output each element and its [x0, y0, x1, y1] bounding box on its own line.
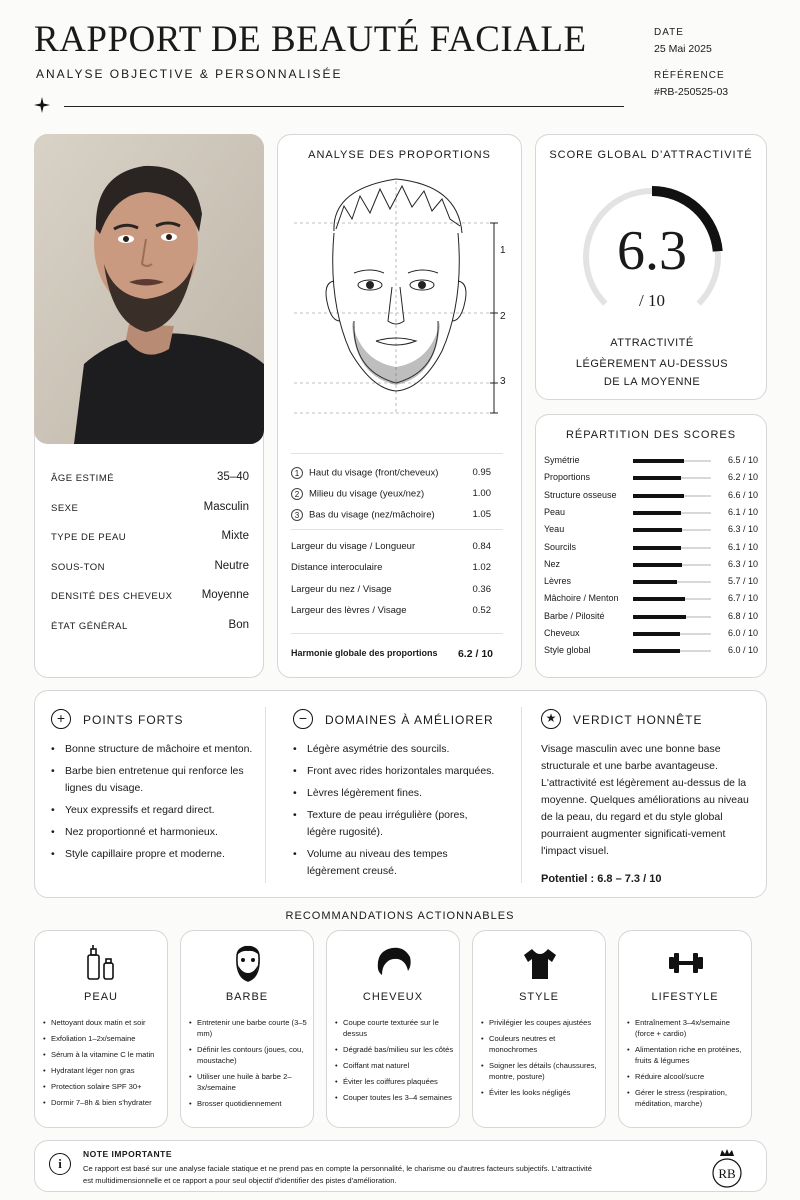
- score-bar-fill: [633, 580, 677, 584]
- thirds-label: [291, 467, 438, 479]
- score-card: [535, 134, 767, 400]
- score-label: ATTRACTIVITÉ: [610, 337, 694, 349]
- ratio-value: 0.36: [472, 583, 491, 595]
- recommendation-item: • Nettoyant doux matin et soir: [43, 1017, 165, 1028]
- profile-label: SEXE: [51, 502, 79, 514]
- recommendation-card-barbe: [180, 930, 314, 1128]
- profile-label: DENSITÉ DES CHEVEUX: [51, 591, 173, 602]
- recommendation-item: • Exfoliation 1–2x/semaine: [43, 1033, 165, 1044]
- important-note: [34, 1140, 767, 1192]
- score-row: [544, 628, 758, 640]
- thirds-value: 1.00: [472, 488, 491, 499]
- third-marker-2: 2: [500, 311, 506, 322]
- score-row-value: 6.6 / 10: [727, 489, 758, 500]
- recommendation-item: • Éviter les looks négligés: [481, 1087, 603, 1098]
- score-row: [544, 593, 758, 605]
- proportions-title: ANALYSE DES PROPORTIONS: [308, 149, 491, 161]
- score-row-label: Symétrie: [544, 455, 580, 465]
- thirds-label: [291, 488, 424, 500]
- score-bar-fill: [633, 597, 685, 601]
- plus-icon: +: [51, 709, 71, 729]
- column-divider: [521, 707, 522, 883]
- overall-harmony-label: Harmonie globale des proportions: [291, 648, 438, 658]
- recommendation-item: • Gérer le stress (respiration, méditation, marche): [627, 1087, 749, 1109]
- score-row: [544, 507, 758, 519]
- recommendation-item: • Coiffant mat naturel: [335, 1060, 457, 1071]
- ratio-label: Largeur des lèvres / Visage: [291, 604, 407, 616]
- score-bar-fill: [633, 615, 686, 619]
- recommendation-list: [627, 1017, 749, 1114]
- ratio-label: Largeur du nez / Visage: [291, 583, 392, 595]
- recommendation-title: STYLE: [519, 991, 559, 1003]
- thirds-text: Haut du visage (front/cheveux): [309, 467, 439, 479]
- score-row: [544, 490, 758, 502]
- score-row-label: Peau: [544, 506, 566, 517]
- score-row-label: Cheveux: [544, 628, 580, 638]
- score-row: [544, 559, 758, 571]
- recommendation-item: • Entretenir une barbe courte (3–5 mm): [189, 1017, 311, 1039]
- score-row-label: Sourcils: [544, 541, 577, 552]
- verdict-potential: Potentiel : 6.8 – 7.3 / 10: [541, 873, 662, 885]
- thirds-label: [291, 509, 435, 521]
- score-row-value: 6.1 / 10: [727, 541, 758, 552]
- score-bar-track: [633, 581, 711, 583]
- score-row-value: 6.2 / 10: [727, 472, 758, 483]
- score-row-label: Style global: [544, 645, 591, 656]
- recommendation-list: [189, 1017, 311, 1114]
- recommendation-item: • Dormir 7–8h & bien s'hydrater: [43, 1097, 165, 1108]
- score-bar-track: [633, 529, 711, 531]
- ratio-label: Largeur du visage / Longueur: [291, 541, 416, 552]
- profile-value: 35–40: [217, 471, 249, 483]
- profile-photo: [34, 134, 264, 444]
- recommendation-list: [335, 1017, 457, 1108]
- score-bar-track: [633, 598, 711, 600]
- recommendation-title: BARBE: [225, 991, 269, 1003]
- score-row-label: Proportions: [544, 472, 591, 483]
- recommendation-item: • Définir les contours (joues, cou, moustache): [189, 1044, 311, 1066]
- thirds-text: Bas du visage (nez/mâchoire): [309, 509, 435, 521]
- score-row-label: Nez: [544, 558, 561, 569]
- score-row-label: Yeau: [544, 524, 565, 535]
- score-bar-fill: [633, 546, 681, 550]
- sparkle-icon: [34, 97, 50, 113]
- skincare-bottles-icon: [82, 943, 122, 983]
- recommendation-title: CHEVEUX: [362, 991, 424, 1003]
- recommendation-item: • Dégradé bas/milieu sur les côtés: [335, 1044, 457, 1055]
- recommendation-item: • Alimentation riche en protéines, fruits & légumes: [627, 1044, 749, 1066]
- recommendation-item: • Soigner les détails (chaussures, montre, posture): [481, 1060, 603, 1082]
- recommendation-item: • Couper toutes les 3–4 semaines: [335, 1092, 457, 1103]
- score-title: SCORE GLOBAL D'ATTRACTIVITÉ: [549, 149, 753, 161]
- thirds-value: 0.95: [472, 467, 491, 478]
- score-bar-track: [633, 512, 711, 514]
- score-bar-fill: [633, 459, 684, 463]
- score-out-of: / 10: [639, 291, 665, 310]
- score-row-value: 6.8 / 10: [727, 610, 758, 621]
- score-row-value: 6.0 / 10: [727, 628, 758, 638]
- list-item: • Nez proportionné et harmonieux.: [51, 824, 256, 841]
- report-title: RAPPORT DE BEAUTÉ FACIALE: [34, 19, 587, 60]
- score-row: [544, 542, 758, 554]
- date-value: 25 Mai 2025: [654, 43, 712, 55]
- score-bar-fill: [633, 649, 680, 653]
- list-item: • Front avec rides horizontales marquées.: [293, 763, 498, 780]
- proportions-divider: [291, 453, 503, 454]
- recommendations-title: RECOMMANDATIONS ACTIONNABLES: [285, 910, 515, 922]
- improve-list: [293, 741, 498, 885]
- report-subtitle: ANALYSE OBJECTIVE & PERSONNALISÉE: [36, 67, 343, 81]
- recommendation-list: [481, 1017, 603, 1103]
- note-text: Ce rapport est basé sur une analyse faciale statique et ne prend pas en compte la personnalité, le charisme ou d'autres facteurs subjectifs. L'attractivité est multidimensionnelle et ce rapport a pour seul objectif d'identifier des pistes d'amélioration.: [83, 1164, 593, 1185]
- recommendation-list: [43, 1017, 165, 1113]
- date-label: DATE: [654, 27, 684, 38]
- recommendation-card-lifestyle: [618, 930, 752, 1128]
- strengths-title: POINTS FORTS: [83, 713, 184, 727]
- score-bar-fill: [633, 563, 682, 567]
- list-item: • Texture de peau irrégulière (pores, légère rugosité).: [293, 807, 498, 841]
- score-bar-track: [633, 564, 711, 566]
- bearded-face-icon: [228, 943, 268, 983]
- profile-value: Moyenne: [201, 589, 249, 601]
- reference-label: RÉFÉRENCE: [654, 70, 725, 81]
- score-row-value: 6.7 / 10: [727, 593, 758, 604]
- recommendation-item: • Entraînement 3–4x/semaine (force + cardio): [627, 1017, 749, 1039]
- score-row-label: Mâchoire / Menton: [544, 593, 619, 604]
- reference-value: #RB-250525-03: [654, 86, 729, 98]
- recommendation-title: LIFESTYLE: [651, 991, 719, 1003]
- list-item: • Style capillaire propre et moderne.: [51, 846, 256, 863]
- profile-label: ÂGE ESTIMÉ: [51, 473, 115, 484]
- improve-title: DOMAINES À AMÉLIORER: [325, 713, 494, 727]
- hair-icon: [374, 943, 414, 983]
- rb-logo: [707, 1147, 747, 1189]
- score-row-value: 6.1 / 10: [727, 506, 758, 517]
- score-row-value: 6.3 / 10: [727, 524, 758, 535]
- score-bar-track: [633, 547, 711, 549]
- recommendation-item: • Brosser quotidiennement: [189, 1098, 311, 1109]
- recommendation-item: • Couleurs neutres et monochromes: [481, 1033, 603, 1055]
- thirds-number: 2: [291, 488, 303, 500]
- profile-label: SOUS-TON: [51, 561, 105, 573]
- column-divider: [265, 707, 266, 883]
- thirds-number: 1: [291, 467, 303, 479]
- profile-value: Mixte: [221, 530, 249, 542]
- minus-icon: −: [293, 709, 313, 729]
- ratio-value: 0.52: [472, 604, 491, 616]
- overall-harmony-value: 6.2 / 10: [457, 648, 493, 660]
- list-item: • Bonne structure de mâchoire et menton.: [51, 741, 256, 758]
- thirds-text: Milieu du visage (yeux/nez): [309, 488, 425, 500]
- score-desc-1: LÉGÈREMENT AU-DESSUS: [575, 358, 729, 370]
- logo-text: RB: [718, 1166, 736, 1181]
- proportions-divider: [291, 529, 503, 530]
- score-row: [544, 472, 758, 484]
- score-row-value: 6.0 / 10: [727, 645, 758, 656]
- score-bar-fill: [633, 528, 682, 532]
- dumbbell-icon: [666, 943, 706, 983]
- profile-value: Bon: [228, 618, 249, 631]
- profile-value: Neutre: [214, 559, 249, 572]
- score-row-label: Lèvres: [544, 576, 572, 587]
- proportions-card: [277, 134, 522, 678]
- ratio-value: 1.02: [472, 562, 491, 574]
- proportions-divider: [291, 633, 503, 634]
- score-value: 6.3: [617, 220, 687, 282]
- recommendation-item: • Privilégier les coupes ajustées: [481, 1017, 603, 1028]
- score-bar-track: [633, 650, 711, 652]
- recommendation-title: PEAU: [84, 991, 118, 1003]
- recommendation-item: • Protection solaire SPF 30+: [43, 1081, 165, 1092]
- info-icon: i: [49, 1153, 71, 1175]
- score-row-value: 6.3 / 10: [727, 558, 758, 569]
- star-icon: ★: [541, 709, 561, 729]
- score-bar-track: [633, 477, 711, 479]
- list-item: • Yeux expressifs et regard direct.: [51, 802, 256, 819]
- tshirt-icon: [520, 943, 560, 983]
- recommendation-item: • Hydratant léger non gras: [43, 1065, 165, 1076]
- distribution-title: RÉPARTITION DES SCORES: [565, 429, 737, 441]
- list-item: • Volume au niveau des tempes légèrement creusé.: [293, 846, 498, 880]
- third-marker-3: 3: [500, 376, 506, 387]
- recommendation-item: • Coupe courte texturée sur le dessus: [335, 1017, 457, 1039]
- score-row: [544, 611, 758, 623]
- score-row-label: Structure osseuse: [544, 489, 617, 500]
- recommendation-item: • Utiliser une huile à barbe 2–3x/semaine: [189, 1071, 311, 1093]
- note-title: NOTE IMPORTANTE: [83, 1149, 173, 1159]
- thirds-value: 1.05: [472, 509, 491, 520]
- recommendation-card-cheveux: [326, 930, 460, 1128]
- thirds-number: 3: [291, 509, 303, 521]
- score-bar-fill: [633, 476, 681, 480]
- header-divider: [64, 106, 624, 107]
- profile-value: Masculin: [203, 500, 249, 513]
- list-item: • Lèvres légèrement fines.: [293, 785, 498, 802]
- list-item: • Barbe bien entretenue qui renforce les lignes du visage.: [51, 763, 256, 797]
- score-distribution-card: [535, 414, 767, 678]
- score-row: [544, 576, 758, 588]
- recommendation-card-style: [472, 930, 606, 1128]
- verdict-title: VERDICT HONNÊTE: [573, 713, 703, 727]
- third-marker-1: 1: [500, 245, 506, 256]
- recommendation-card-peau: [34, 930, 168, 1128]
- strengths-list: [51, 741, 256, 868]
- score-bar-track: [633, 460, 711, 462]
- score-row: [544, 645, 758, 657]
- profile-label: TYPE DE PEAU: [51, 532, 127, 543]
- score-bar-fill: [633, 494, 684, 498]
- ratio-value: 0.84: [472, 541, 491, 552]
- ratio-label: Distance interoculaire: [291, 562, 383, 574]
- verdict-text: Visage masculin avec une bonne base structurale et une barbe avantageuse. L'attractivité est légèrement au-dessus de la moyenne. Quelques améliorations au niveau de la peau, du regard et du style global pourraient augmenter significati-vement l'impact visuel.: [541, 743, 749, 857]
- score-row: [544, 524, 758, 536]
- score-row-value: 5.7 / 10: [727, 576, 758, 587]
- analysis-summary-card: [34, 690, 767, 898]
- score-bar-fill: [633, 632, 680, 636]
- score-row-label: Barbe / Pilosité: [544, 610, 605, 621]
- score-row: [544, 455, 758, 467]
- face-sketch: [292, 171, 512, 421]
- score-desc-2: DE LA MOYENNE: [603, 376, 701, 388]
- recommendation-item: • Éviter les coiffures plaquées: [335, 1076, 457, 1087]
- recommendation-item: • Sérum à la vitamine C le matin: [43, 1049, 165, 1060]
- list-item: • Légère asymétrie des sourcils.: [293, 741, 498, 758]
- score-row-value: 6.5 / 10: [727, 455, 758, 465]
- recommendation-item: • Réduire alcool/sucre: [627, 1071, 749, 1082]
- score-bar-track: [633, 616, 711, 618]
- score-bar-fill: [633, 511, 681, 515]
- profile-label: ÉTAT GÉNÉRAL: [51, 620, 128, 632]
- score-bar-track: [633, 495, 711, 497]
- score-bar-track: [633, 633, 711, 635]
